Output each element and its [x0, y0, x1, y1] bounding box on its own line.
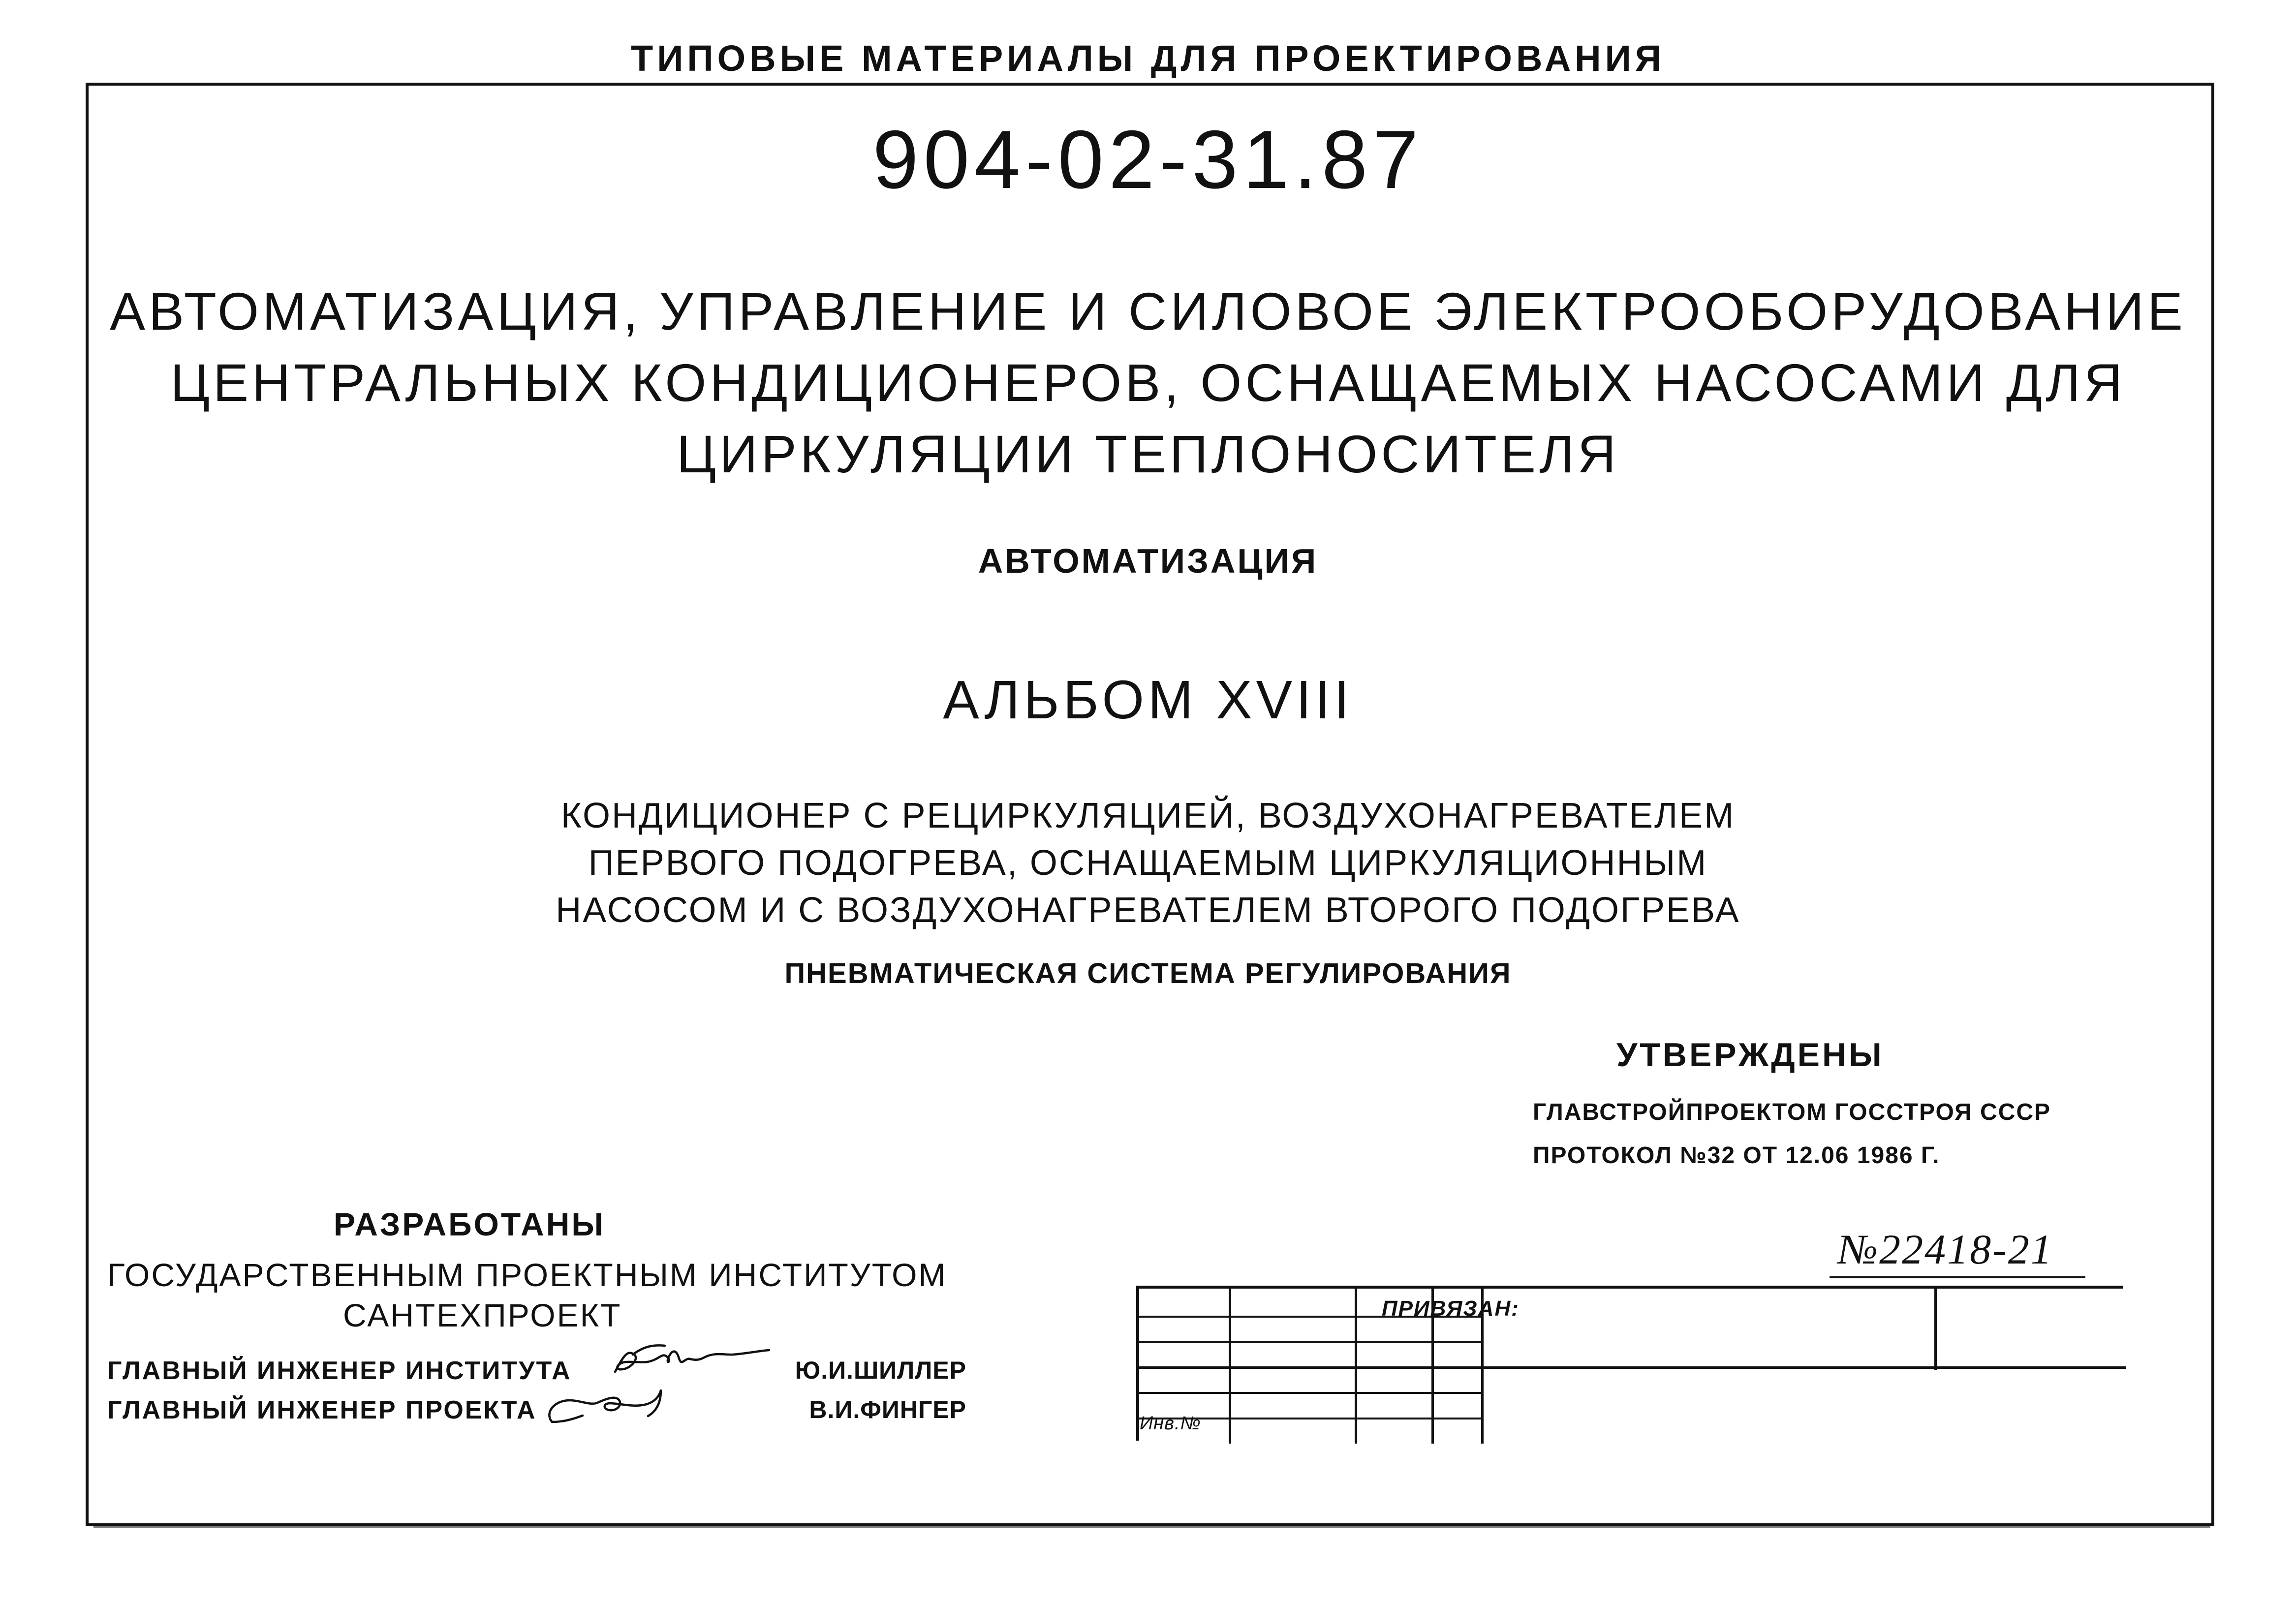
album-title: АЛЬБОМ XVIII [943, 670, 1353, 730]
album-description-line: КОНДИЦИОНЕР С РЕЦИРКУЛЯЦИЕЙ, ВОЗДУХОНАГРЕВАТЕЛЕМ [560, 796, 1736, 835]
title-line: ЦЕНТРАЛЬНЫХ КОНДИЦИОНЕРОВ, ОСНАЩАЕМЫХ НАСОСАМИ ДЛЯ [170, 353, 2126, 412]
chief-engineer-institute-role: ГЛАВНЫЙ ИНЖЕНЕР ИНСТИТУТА [107, 1357, 572, 1385]
album-description [0, 792, 2296, 934]
document-number: 904-02-31.87 [872, 113, 1424, 206]
chief-engineer-institute-name: Ю.И.ШИЛЛЕР [795, 1357, 966, 1384]
chief-engineer-project-role: ГЛАВНЫЙ ИНЖЕНЕР ПРОЕКТА [107, 1396, 537, 1424]
album-description-line: НАСОСОМ И С ВОЗДУХОНАГРЕВАТЕЛЕМ ВТОРОГО ПОДОГРЕВА [556, 891, 1740, 930]
title-line: АВТОМАТИЗАЦИЯ, УПРАВЛЕНИЕ И СИЛОВОЕ ЭЛЕКТРООБОРУДОВАНИЕ [110, 281, 2186, 341]
title-block-horizontal-line [1139, 1341, 1484, 1343]
frame-shadow-line [93, 1526, 2210, 1528]
title-block [1136, 1286, 2123, 1441]
binding-label: ПРИВЯЗАН: [1382, 1296, 1520, 1321]
main-title [0, 276, 2296, 490]
registration-number: №22418-21 [1838, 1226, 2053, 1273]
album-description-line: ПЕРВОГО ПОДОГРЕВА, ОСНАЩАЕМЫМ ЦИРКУЛЯЦИОННЫМ [588, 843, 1708, 883]
developed-title: РАЗРАБОТАНЫ [334, 1206, 605, 1242]
title-line: ЦИРКУЛЯЦИИ ТЕПЛОНОСИТЕЛЯ [677, 424, 1619, 484]
series-label: ТИПОВЫЕ МАТЕРИАЛЫ ДЛЯ ПРОЕКТИРОВАНИЯ [631, 38, 1665, 79]
approval-protocol: ПРОТОКОЛ №32 ОТ 12.06 1986 Г. [1533, 1142, 1940, 1169]
inventory-label: Инв.№ [1140, 1413, 1201, 1434]
section-title: АВТОМАТИЗАЦИЯ [978, 542, 1318, 580]
regulation-system: ПНЕВМАТИЧЕСКАЯ СИСТЕМА РЕГУЛИРОВАНИЯ [784, 957, 1512, 989]
approval-organization: ГЛАВСТРОЙПРОЕКТОМ ГОССТРОЯ СССР [1533, 1099, 2051, 1125]
chief-engineer-project-name: В.И.ФИНГЕР [809, 1396, 966, 1423]
developer-institute: САНТЕХПРОЕКТ [343, 1297, 622, 1333]
title-block-horizontal-line [1139, 1392, 1484, 1394]
title-block-vertical-line [1934, 1289, 1937, 1370]
chief-engineer-project-signature [542, 1382, 710, 1428]
registration-number-underline [1830, 1276, 2085, 1278]
approval-title: УТВЕРЖДЕНЫ [1616, 1036, 1884, 1074]
developer-organization: ГОСУДАРСТВЕННЫМ ПРОЕКТНЫМ ИНСТИТУТОМ [107, 1257, 947, 1293]
chief-engineer-institute-signature [609, 1338, 776, 1385]
title-block-horizontal-line [1139, 1366, 2126, 1369]
